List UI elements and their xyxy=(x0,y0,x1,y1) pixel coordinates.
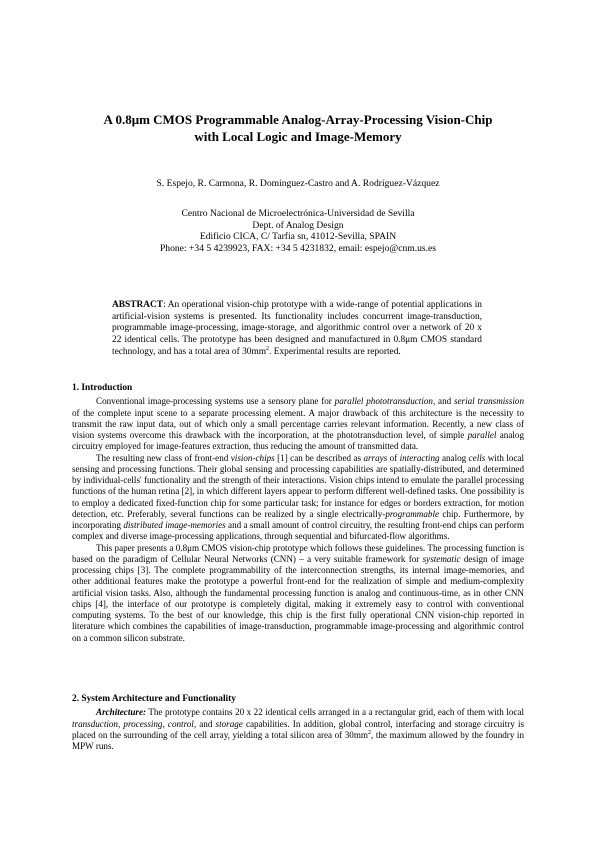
text-run: [1] can be described as xyxy=(274,452,364,463)
text-run: , and xyxy=(432,396,454,407)
superscript: 2 xyxy=(368,729,371,736)
text-run: , and xyxy=(193,718,216,729)
emphasis: storage xyxy=(215,718,243,729)
emphasis: interacting xyxy=(399,452,440,463)
emphasis: control xyxy=(167,718,194,729)
text-run: analog xyxy=(439,452,469,463)
abstract-label: ABSTRACT xyxy=(112,300,164,310)
text-run: , xyxy=(162,718,168,729)
emphasis: parallel phototransduction xyxy=(334,396,433,407)
title-line-1: A 0.8μm CMOS Programmable Analog-Array-Processing Vision-Chip xyxy=(103,112,493,127)
text-run: design of image processing chips [3]. The complete programmability of the interconnection strengths, its internal image-memories, and other additional features make the prototype a powerful front-end for the realization of simple and medium-complexity artificial vision tasks. Also, although the fundamental processing function is analog and continuous-time, as in other CNN chips [4], the interface of our prototype is completely digital, making it extremely easy to control with conventional computing systems. To the best of our knowledge, this chip is the first fully operational CNN vision-chip reported in literature which combines the capabilities of image-transduction, programmable image-processing and algorithmic control on a common silicon substrate. xyxy=(72,553,524,643)
section-introduction xyxy=(72,383,524,644)
text-run: and a small amount of control circuitry, the resulting front-end chips can perform complex and diverse image-processing applications, through sequential and bifurcated-flow algorithms. xyxy=(72,520,525,542)
abstract-text: : An operational vision-chip prototype with a wide-range of potential applications in artificial-vision systems is presented. Its functionality includes concurrent image-transduction, programmable image-processing, image-storage, and algorithmic control over a network of 20 x 22 identical cells. The prototype has been designed and manufactured in 0.8μm CMOS standard technology, and has a total area of 30mm xyxy=(112,300,482,357)
affiliation-line-2: Dept. of Analog Design xyxy=(252,219,344,231)
abstract-superscript: 2 xyxy=(266,345,270,352)
affiliation-line-1: Centro Nacional de Microelectrónica-Universidad de Sevilla xyxy=(181,208,415,219)
emphasis: vision-chips xyxy=(230,452,275,463)
section-heading: 2. System Architecture and Functionality xyxy=(72,694,236,704)
text-run: The prototype contains 20 x 22 identical cells arranged in a a rectangular grid, each of them with local xyxy=(146,707,524,718)
text-run: with local sensing and processing functions. Their global sensing and processing capabilities are spatially-distributed, and determined by individual-cells' functionality and the strength of their interactions. Vision chips intend to emulate the parallel processing functions of the human retina [2], in which different layers appear to perform different well-defined tasks. One possibility is to employ a dedicated fixed-function chip for some particular task; for instance for edges or borders extraction, for motion detection, etc. Preferably, several functions can be realized by a single electrically- xyxy=(72,452,524,519)
text-run: of the complete input scene to a separate processing element. A major drawback of this architecture is the necessity to transmit the raw input data, out of which only a small percentage carries relevant information. Recently, a new class of vision systems overcome this drawback with the incorporation, at the phototransduction level, of simple xyxy=(72,407,524,440)
text-run: chip. Furthermore, by incorporating xyxy=(72,508,524,530)
affiliation-block xyxy=(60,208,536,255)
section-architecture xyxy=(72,694,524,752)
text-run: This paper presents a 0.8μm CMOS vision-chip prototype which follows these guidelines. The processing function is based on the paradigm of Cellular Neural Networks (CNN) – a very suitable framework for xyxy=(72,542,524,564)
paragraph-1 xyxy=(72,707,524,752)
emphasis: cells xyxy=(468,452,486,463)
paragraph-2 xyxy=(72,453,524,543)
emphasis: processing xyxy=(123,718,163,729)
text-run: of xyxy=(387,452,400,463)
text-run: , the maximum allowed by the foundry in MPW runs. xyxy=(72,729,524,751)
emphasis: distributed image-memories xyxy=(123,520,226,530)
author-list: S. Espejo, R. Carmona, R. Domínguez-Castro and A. Rodríguez-Vázquez xyxy=(156,178,440,189)
paragraph-3 xyxy=(72,543,524,644)
paragraph-1 xyxy=(72,396,524,452)
emphasis: systematic xyxy=(422,553,461,564)
emphasis: transduction xyxy=(72,718,118,729)
emphasis: programmable xyxy=(385,508,440,519)
paper-title xyxy=(60,111,536,145)
affiliation-line-3: Edificio CICA, C/ Tarfia sn, 41012-Sevilla, SPAIN xyxy=(199,231,397,243)
text-run: capabilities. In addition, global control, interfacing and storage circuitry is placed on the surrounding of the cell array, yielding a total silicon area of 30mm xyxy=(72,718,525,740)
emphasis: serial transmission xyxy=(453,396,524,407)
text-run: Conventional image-processing systems use a sensory plane for xyxy=(96,396,335,407)
text-run: The resulting new class of front-end xyxy=(96,452,231,463)
abstract xyxy=(112,300,482,359)
run-in-heading: Architecture: xyxy=(96,707,147,718)
text-run: analog circuitry employed for image-features extraction, thus reducing the amount of transmitted data. xyxy=(72,430,524,452)
emphasis: parallel xyxy=(467,430,497,440)
title-line-2: with Local Logic and Image-Memory xyxy=(194,129,402,144)
emphasis: arrays xyxy=(363,452,388,463)
affiliation-line-4: Phone: +34 5 4239923, FAX: +34 5 4231832, email: espejo@cnm.us.es xyxy=(159,243,437,255)
text-run: , xyxy=(117,718,124,729)
section-heading: 1. Introduction xyxy=(72,383,133,393)
abstract-text-end: . Experimental results are reported. xyxy=(269,346,401,357)
